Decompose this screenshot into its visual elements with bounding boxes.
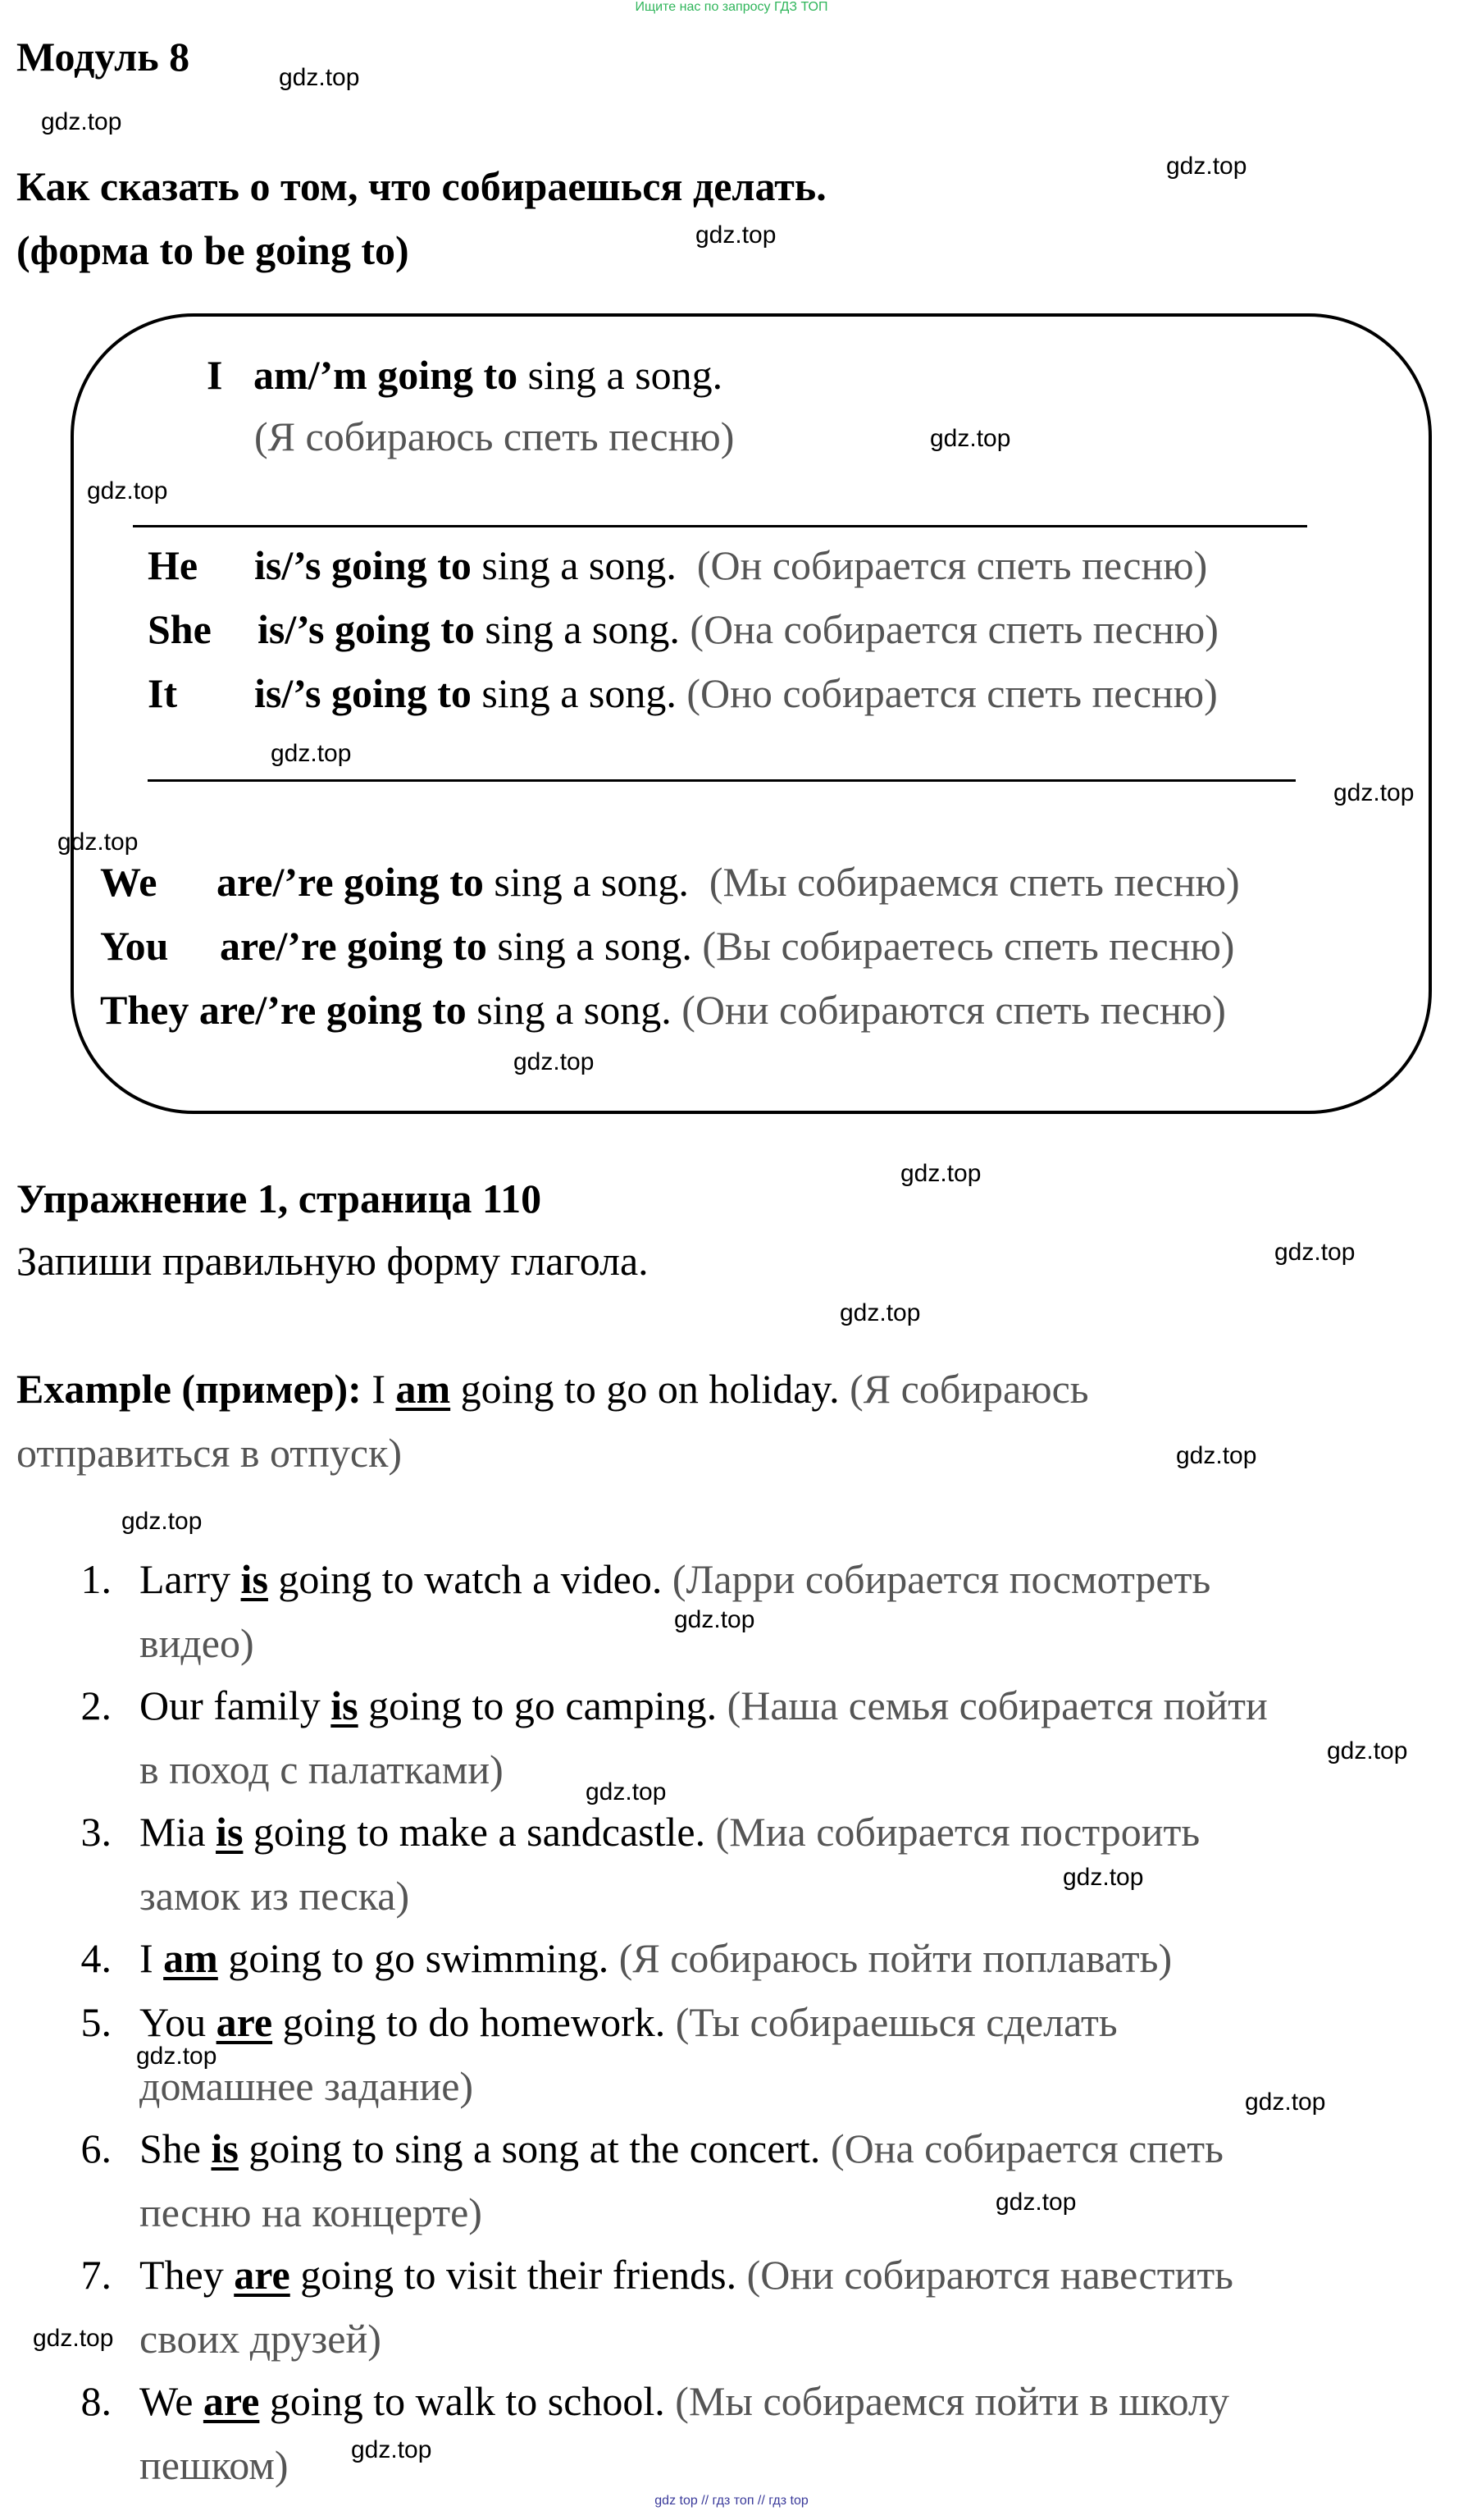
list-item: You are going to do homework. (Ты собираешься сделать	[139, 1999, 1118, 2045]
footer-note: gdz top // гдз топ // гдз top	[654, 2494, 809, 2508]
watermark: gdz.top	[900, 1160, 982, 1187]
watermark: gdz.top	[1333, 779, 1415, 806]
list-item-continued: пешком)	[139, 2442, 289, 2488]
watermark: gdz.top	[33, 2325, 114, 2352]
example-line-2: отправиться в отпуск)	[16, 1430, 403, 1476]
watermark: gdz.top	[351, 2436, 432, 2463]
grammar-row-he: He is/’s going to sing a song. (Он собирается спеть песню)	[148, 542, 1208, 588]
item-number: 8.	[80, 2378, 112, 2424]
list-item: We are going to walk to school. (Мы собираемся пойти в школу	[139, 2378, 1229, 2424]
grammar-row-you: You are/’re going to sing a song. (Вы собираетесь спеть песню)	[100, 923, 1235, 969]
watermark: gdz.top	[271, 740, 352, 767]
list-item-continued: домашнее задание)	[139, 2063, 474, 2109]
list-item-continued: видео)	[139, 1620, 254, 1666]
grammar-row-i-translation: (Я собираюсь спеть песню)	[254, 413, 735, 459]
exercise-instruction: Запиши правильную форму глагола.	[16, 1238, 649, 1284]
example-line-1: Example (пример): I am going to go on holiday. (Я собираюсь	[16, 1366, 1089, 1412]
list-item: They are going to visit their friends. (Они собираются навестить	[139, 2252, 1233, 2298]
watermark: gdz.top	[695, 221, 777, 249]
watermark: gdz.top	[1245, 2089, 1326, 2116]
box-divider-2	[148, 779, 1296, 782]
grammar-row-we: We are/’re going to sing a song. (Мы собираемся спеть песню)	[100, 859, 1240, 905]
watermark: gdz.top	[121, 1508, 203, 1535]
watermark: gdz.top	[1063, 1864, 1144, 1891]
watermark: gdz.top	[1166, 153, 1247, 180]
site-note: Ищите нас по запросу ГДЗ ТОП	[635, 0, 828, 14]
box-divider-1	[133, 525, 1307, 527]
watermark: gdz.top	[930, 425, 1011, 452]
watermark: gdz.top	[136, 2043, 217, 2070]
list-item: Larry is going to watch a video. (Ларри собирается посмотреть	[139, 1556, 1211, 1602]
list-item: Our family is going to go camping. (Наша семья собирается пойти	[139, 1682, 1268, 1728]
watermark: gdz.top	[513, 1048, 595, 1075]
item-number: 5.	[80, 1999, 112, 2045]
watermark: gdz.top	[41, 108, 122, 135]
lesson-subtitle: (форма to be going to)	[16, 227, 409, 273]
item-number: 1.	[80, 1556, 112, 1602]
list-item: Mia is going to make a sandcastle. (Миа собирается построить	[139, 1809, 1201, 1855]
list-item: She is going to sing a song at the concert. (Она собирается спеть	[139, 2125, 1224, 2171]
watermark: gdz.top	[586, 1778, 667, 1806]
watermark: gdz.top	[1176, 1442, 1257, 1469]
grammar-row-i: I am/’m going to sing a song.	[207, 352, 723, 398]
module-title: Модуль 8	[16, 34, 190, 80]
item-number: 6.	[80, 2125, 112, 2171]
item-number: 7.	[80, 2252, 112, 2298]
list-item-continued: своих друзей)	[139, 2316, 381, 2362]
list-item: I am going to go swimming. (Я собираюсь пойти поплавать)	[139, 1935, 1173, 1981]
watermark: gdz.top	[1327, 1737, 1408, 1764]
item-number: 3.	[80, 1809, 112, 1855]
watermark: gdz.top	[87, 477, 168, 504]
item-number: 2.	[80, 1682, 112, 1728]
watermark: gdz.top	[279, 64, 360, 91]
item-number: 4.	[80, 1935, 112, 1981]
watermark: gdz.top	[996, 2189, 1077, 2216]
watermark: gdz.top	[840, 1299, 921, 1326]
watermark: gdz.top	[57, 829, 139, 856]
list-item-continued: замок из песка)	[139, 1873, 410, 1919]
grammar-row-she: She is/’s going to sing a song. (Она собирается спеть песню)	[148, 606, 1219, 652]
watermark: gdz.top	[674, 1606, 755, 1633]
list-item-continued: песню на концерте)	[139, 2189, 482, 2235]
lesson-title: Как сказать о том, что собираешься делать.	[16, 163, 827, 209]
list-item-continued: в поход с палатками)	[139, 1746, 504, 1792]
grammar-row-they: They are/’re going to sing a song. (Они собираются спеть песню)	[100, 987, 1226, 1033]
exercise-title: Упражнение 1, страница 110	[16, 1176, 542, 1221]
grammar-row-it: It is/’s going to sing a song. (Оно собирается спеть песню)	[148, 670, 1218, 716]
watermark: gdz.top	[1274, 1239, 1356, 1266]
